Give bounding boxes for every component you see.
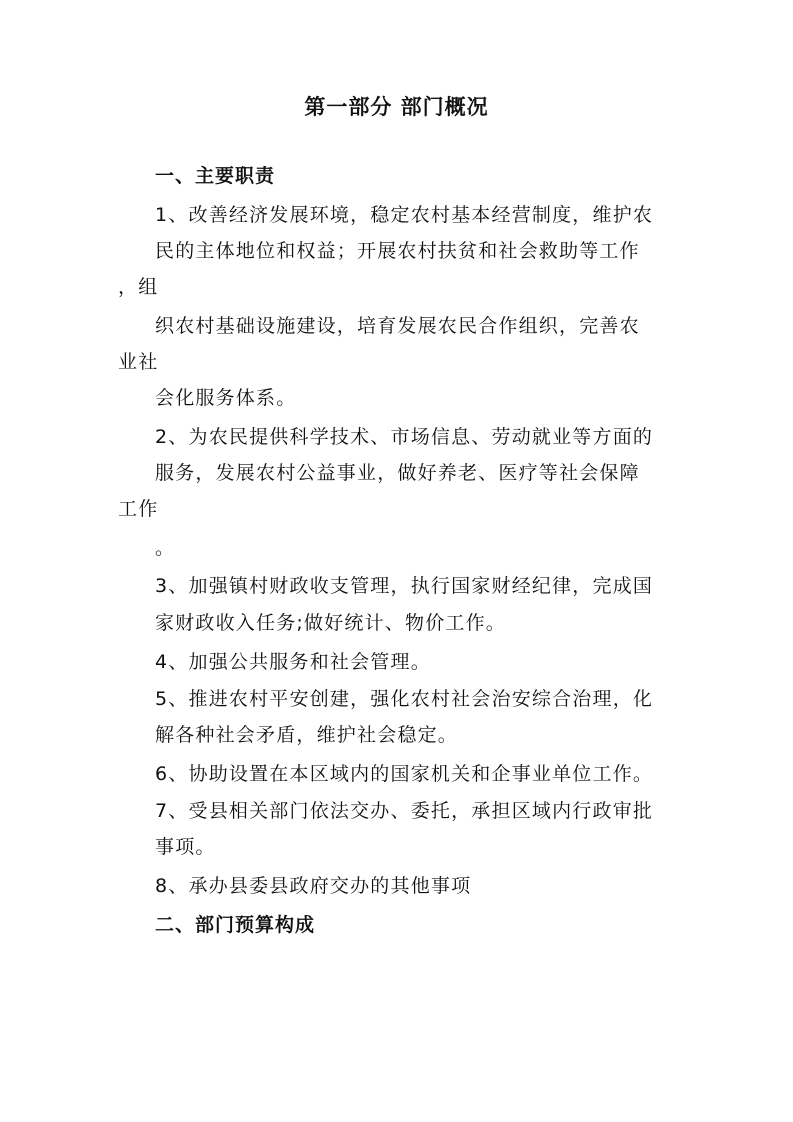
paragraph-line: 民的主体地位和权益；开展农村扶贫和社会救助等工作 — [155, 240, 640, 262]
paragraph-line: 2、为农民提供科学技术、市场信息、劳动就业等方面的 — [155, 426, 654, 448]
paragraph-line: 服务，发展农村公益事业，做好养老、医疗等社会保障 — [155, 462, 640, 484]
paragraph-line: 7、受县相关部门依法交办、委托，承担区域内行政审批 — [155, 800, 654, 822]
paragraph-line: 会化服务体系。 — [155, 387, 297, 409]
paragraph-line: 5、推进农村平安创建，强化农村社会治安综合治理，化 — [155, 688, 654, 710]
paragraph-line: 工作 — [118, 498, 159, 520]
paragraph-line: 3、加强镇村财政收支管理，执行国家财经纪律，完成国 — [155, 575, 654, 597]
paragraph-line: 解各种社会矛盾，维护社会稳定。 — [155, 724, 459, 746]
paragraph-line: 织农村基础设施建设，培育发展农民合作组织，完善农 — [155, 315, 640, 337]
paragraph-line: ，组 — [118, 276, 159, 298]
section-heading-budget: 二、部门预算构成 — [155, 914, 316, 936]
paragraph-line: 4、加强公共服务和社会管理。 — [155, 651, 431, 673]
page-title: 第一部分 部门概况 — [304, 95, 489, 119]
paragraph-line: 1、改善经济发展环境，稳定农村基本经营制度，维护农 — [155, 204, 654, 226]
paragraph-line: 。 — [155, 537, 176, 559]
section-heading-responsibilities: 一、主要职责 — [155, 165, 276, 187]
paragraph-line: 8、承办县委县政府交办的其他事项 — [155, 875, 472, 897]
paragraph-line: 家财政收入任务;做好统计、物价工作。 — [155, 612, 507, 634]
paragraph-line: 事项。 — [155, 836, 216, 858]
paragraph-line: 业社 — [118, 351, 159, 373]
paragraph-line: 6、协助设置在本区域内的国家机关和企事业单位工作。 — [155, 763, 654, 785]
